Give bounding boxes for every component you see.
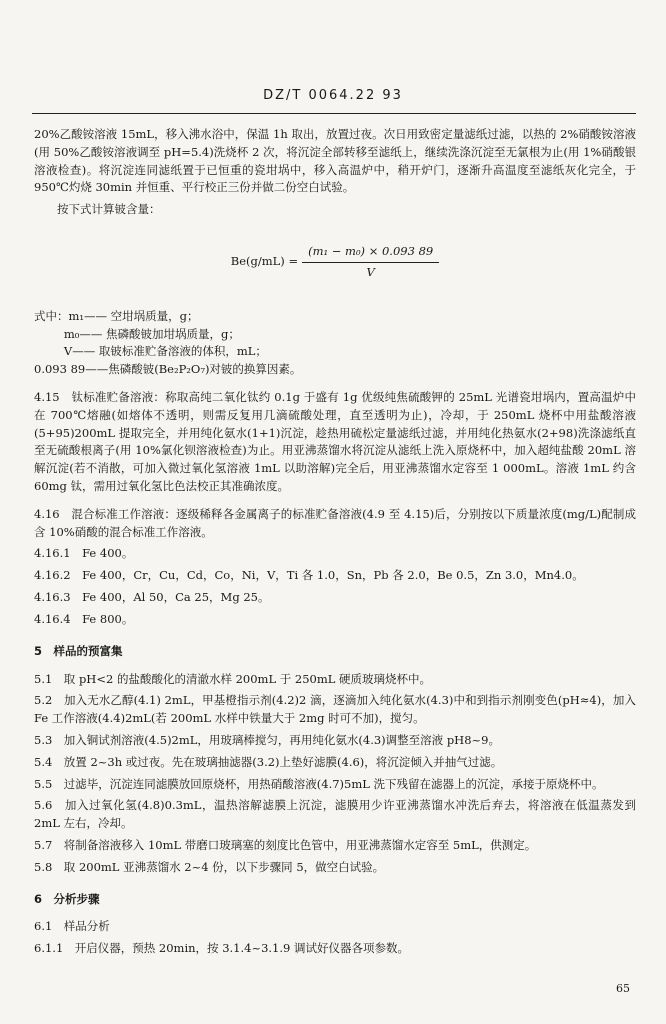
beryllium-formula — [34, 243, 636, 282]
section-5-6: 5.6 加入过氧化氢(4.8)0.3mL，温热溶解滤膜上沉淀，滤膜用少许亚沸蒸馏水冲洗后弃去，将溶液在低温蒸发到 2mL 左右，冷却。 — [34, 798, 636, 831]
page-header: DZ/T 0064.22 93 — [263, 88, 403, 103]
variable-v: V—— 取铍标准贮备溶液的体积，mL； — [63, 344, 267, 359]
section-6-1: 6.1 样品分析 — [34, 919, 110, 934]
section-4-16: 4.16 混合标准工作溶液：逐级稀释各金属离子的标准贮备溶液(4.9 至 4.15)后，分别按以下质量浓度(mg/L)配制成含 10%硝酸的混合标准工作溶液。 — [34, 506, 636, 539]
section-5-7: 5.7 将制备溶液移入 10mL 带磨口玻璃塞的刻度比色管中，用亚沸蒸馏水定容至 5mL，供测定。 — [34, 838, 537, 852]
paragraph-beryllium-procedure: 20%乙酸铵溶液 15mL，移入沸水浴中，保温 1h 取出，放置过夜。次日用致密定量滤纸过滤，以热的 2%硝酸铵溶液(用 50%乙酸铵溶液调至 pH=5.4)洗烧杯 2 次，将沉淀全部转移至滤纸上，继续洗涤沉淀至无氯根为止(用 1%硝酸银溶液检查)。将沉淀连同滤纸置于已恒重的瓷坩埚中，移入高温炉中，稍开炉门，逐渐升高温度至滤纸灰化完全，于 950℃灼烧 30min 并恒重、平行校正三份并做二份空白试验。 — [34, 127, 636, 195]
section-5-2: 5.2 加入无水乙醇(4.1) 2mL，甲基橙指示剂(4.2)2 滴，逐滴加入纯化氨水(4.3)中和到指示剂刚变色(pH≈4)，加入 Fe 工作溶液(4.4)2mL(若 200mL 水样中铁量大于 2mg 时可不加)，搅匀。 — [34, 693, 636, 726]
section-5-4: 5.4 放置 2~3h 或过夜。先在玻璃抽滤器(3.2)上垫好滤膜(4.6)，将沉淀倾入并抽气过滤。 — [34, 754, 503, 769]
section-4-16-3: 4.16.3 Fe 400，Al 50，Ca 25，Mg 25。 — [34, 590, 270, 605]
calc-intro: 按下式计算铍含量： — [57, 202, 161, 217]
section-4-16-1: 4.16.1 Fe 400。 — [34, 546, 134, 561]
variable-m1: 式中：m₁—— 空坩埚质量，g； — [34, 308, 199, 323]
variable-factor: 0.093 89——焦磷酸铍(Be₂P₂O₇)对铍的换算因素。 — [34, 362, 302, 377]
variable-lead: 式中： — [34, 308, 69, 323]
formula-fraction — [302, 243, 439, 282]
section-5-3: 5.3 加入铜试剂溶液(4.5)2mL，用玻璃棒搅匀，再用纯化氨水(4.3)调整至溶液 pH8~9。 — [34, 732, 500, 747]
formula-lhs: Be(g/mL) = — [230, 254, 299, 269]
section-5-1: 5.1 取 pH<2 的盐酸酸化的清澈水样 200mL 于 250mL 硬质玻璃烧杯中。 — [34, 671, 432, 686]
section-4-16-4: 4.16.4 Fe 800。 — [34, 611, 134, 626]
formula-numerator: (m₁ − m₀) × 0.093 89 — [302, 243, 439, 263]
document-body — [34, 126, 636, 958]
section-5-5: 5.5 过滤毕，沉淀连同滤膜放回原烧杯，用热硝酸溶液(4.7)5mL 洗下残留在滤器上的沉淀，承接于原烧杯中。 — [34, 776, 604, 791]
heading-section-5: 5 样品的预富集 — [34, 643, 123, 658]
variable-m0: m₀—— 焦磷酸铍加坩埚质量，g； — [63, 326, 240, 341]
heading-section-6: 6 分析步骤 — [34, 891, 100, 906]
section-4-15: 4.15 钛标准贮备溶液：称取高纯二氧化钛约 0.1g 于盛有 1g 优级纯焦硫酸钾的 25mL 光谱瓷坩埚内，置高温炉中在 700℃熔融(如熔体不透明，则需反复用几滴硫酸处理，直至透明为止)，冷却，于 250mL 烧杯中用盐酸溶液(5+95)200mL 提取完全，并用纯化氨水(1+1)沉淀，趁热用硫松定量滤纸过滤，并用纯化热氨水(2+98)洗涤滤纸直至无硫酸根离子(用 10%氯化钡溶液检查)为止。用亚沸蒸馏水将沉淀从滤纸上洗入原烧杯中，加入超纯盐酸 20mL 溶解沉淀(若不消散，可加入微过氧化氢溶液 1mL 以助溶解)完全后，用亚沸蒸馏水定容至 1 000mL。溶液 1mL 约含 60mg 钛，需用过氧化氢比色法校正其准确浓度。 — [34, 389, 636, 493]
variable-definitions — [34, 308, 636, 379]
formula-denominator: V — [366, 264, 375, 279]
section-4-16-2: 4.16.2 Fe 400，Cr，Cu，Cd，Co，Ni，V，Ti 各 1.0，Sn，Pb 各 2.0，Be 0.5，Zn 3.0，Mn4.0。 — [34, 568, 584, 583]
header-rule — [32, 113, 636, 114]
section-5-8: 5.8 取 200mL 亚沸蒸馏水 2~4 份，以下步骤同 5，做空白试验。 — [34, 859, 385, 874]
section-6-1-1: 6.1.1 开启仪器，预热 20min，按 3.1.4~3.1.9 调试好仪器各项参数。 — [34, 941, 410, 956]
page-number: 65 — [616, 982, 630, 995]
